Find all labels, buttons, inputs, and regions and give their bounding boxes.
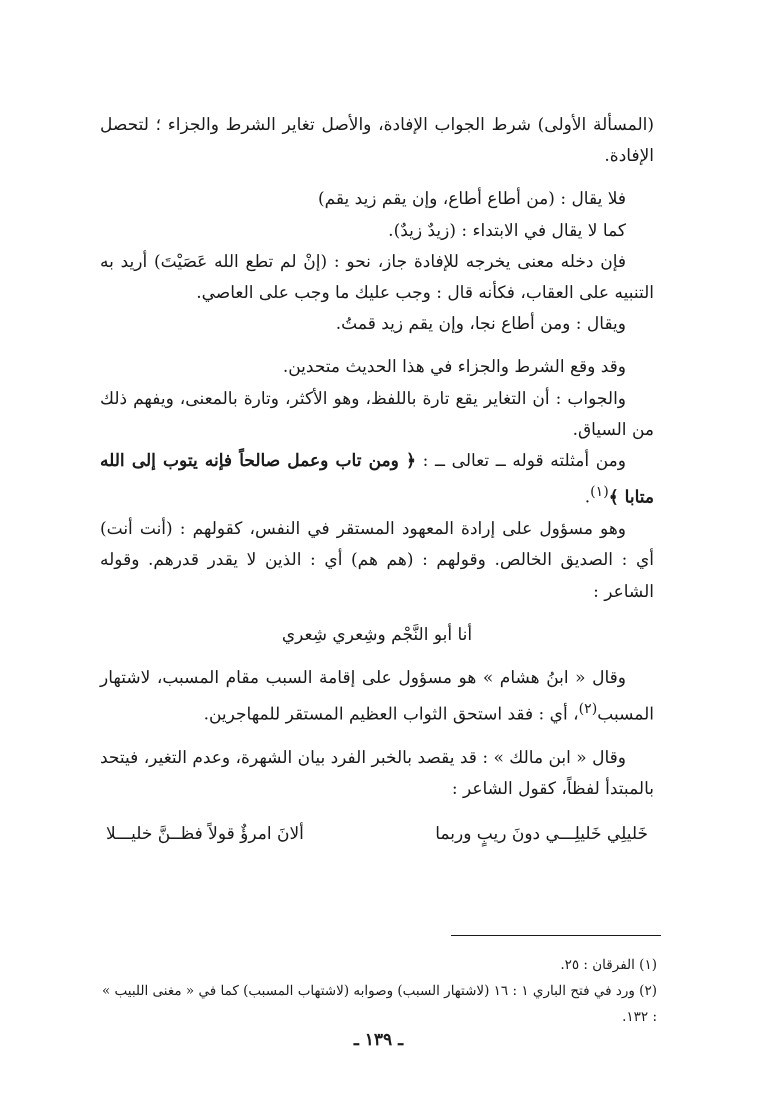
paragraph-meaning-exception: فإن دخله معنى يخرجه للإفادة جاز، نحو : (إنْ لم تطع الله عَصَيْتَ) أريد به التنبيه على العقاب، فكأنه قال : وجب عليك ما وجب على العاصي.	[100, 251, 654, 304]
paragraph-example-not-said: فلا يقال : (من أطاع أطاع، وإن يقم زيد يقم)	[317, 189, 626, 210]
paragraph-ibn-hisham	[100, 663, 654, 731]
paragraph-quran-example	[100, 446, 654, 514]
poem-verse-khalili	[100, 819, 654, 850]
page-number: ـ ١٣٩ ـ	[353, 1030, 404, 1050]
quran-verse: ﴿ ومن تاب وعمل صالحاً فإنه يتوب إلى الله متابا ﴾	[100, 451, 654, 508]
footnote-1: (١) الفرقان : ٢٥.	[560, 957, 657, 973]
quran-end: .	[584, 487, 591, 508]
verse-first-hemistich: خَليلِي خَليلِـــي دونَ ريبٍ وربما	[435, 824, 648, 845]
ibn-hisham-text-a: وقال « ابنُ هشام » هو مسؤول على إقامة السبب مقام المسبب، لاشتهار المسبب	[100, 667, 654, 725]
paragraph-ibtida: كما لا يقال في الابتداء : (زيدٌ زيدٌ).	[388, 220, 626, 241]
paragraph-hadith-united: وقد وقع الشرط والجزاء في هذا الحديث متحدين.	[282, 357, 626, 378]
footnote-separator	[451, 935, 661, 936]
paragraph-mahud: وهو مسؤول على إرادة المعهود المستقر في النفس، كقولهم : (أنت أنت) أي : الصديق الخالص. وقولهم : (هم هم) أي : الذين لا يقدر قدرهم. وقوله الشاعر :	[100, 519, 654, 602]
quran-intro: ومن أمثلته قوله ــ تعالى ــ :	[422, 451, 627, 472]
paragraph-first-issue: (المسألة الأولى) شرط الجواب الإفادة، والأصل تغاير الشرط والجزاء ؛ لتحصل الإفادة.	[100, 115, 654, 167]
paragraph-ibn-malik: وقال « ابن مالك » : قد يقصد بالخبر الفرد بيان الشهرة، وعدم التغير، فيتحد بالمبتدأ لفظاً، كقول الشاعر :	[100, 747, 654, 800]
footnote-ref-2: (٢)	[578, 701, 598, 718]
main-text	[100, 110, 654, 851]
paragraph-answer: والجواب : أن التغاير يقع تارة باللفظ، وهو الأكثر، وتارة بالمعنى، ويفهم ذلك من السياق.	[100, 388, 654, 440]
ibn-hisham-text-b: ، أي : فقد استحق الثواب العظيم المستقر للمهاجرين.	[203, 704, 579, 725]
poem-line-abu-najm: أنا أبو النَّجْم وشِعري شِعري	[281, 624, 473, 645]
footnote-2: (٢) ورد في فتح الباري ١ : ١٦ (لاشتهار السبب) وصوابه (لاشتهاب المسبب) كما في « مغنى اللبيب » : ١٣٢.	[101, 983, 657, 1025]
footnote-ref-1: (١)	[590, 484, 609, 501]
footnotes	[97, 952, 657, 1030]
paragraph-example-said: ويقال : ومن أطاع نجا، وإن يقم زيد قمتُ.	[335, 314, 626, 335]
verse-second-hemistich: ألانَ امرؤٌ قولاً فظــنَّ خليـــلا	[106, 824, 304, 845]
